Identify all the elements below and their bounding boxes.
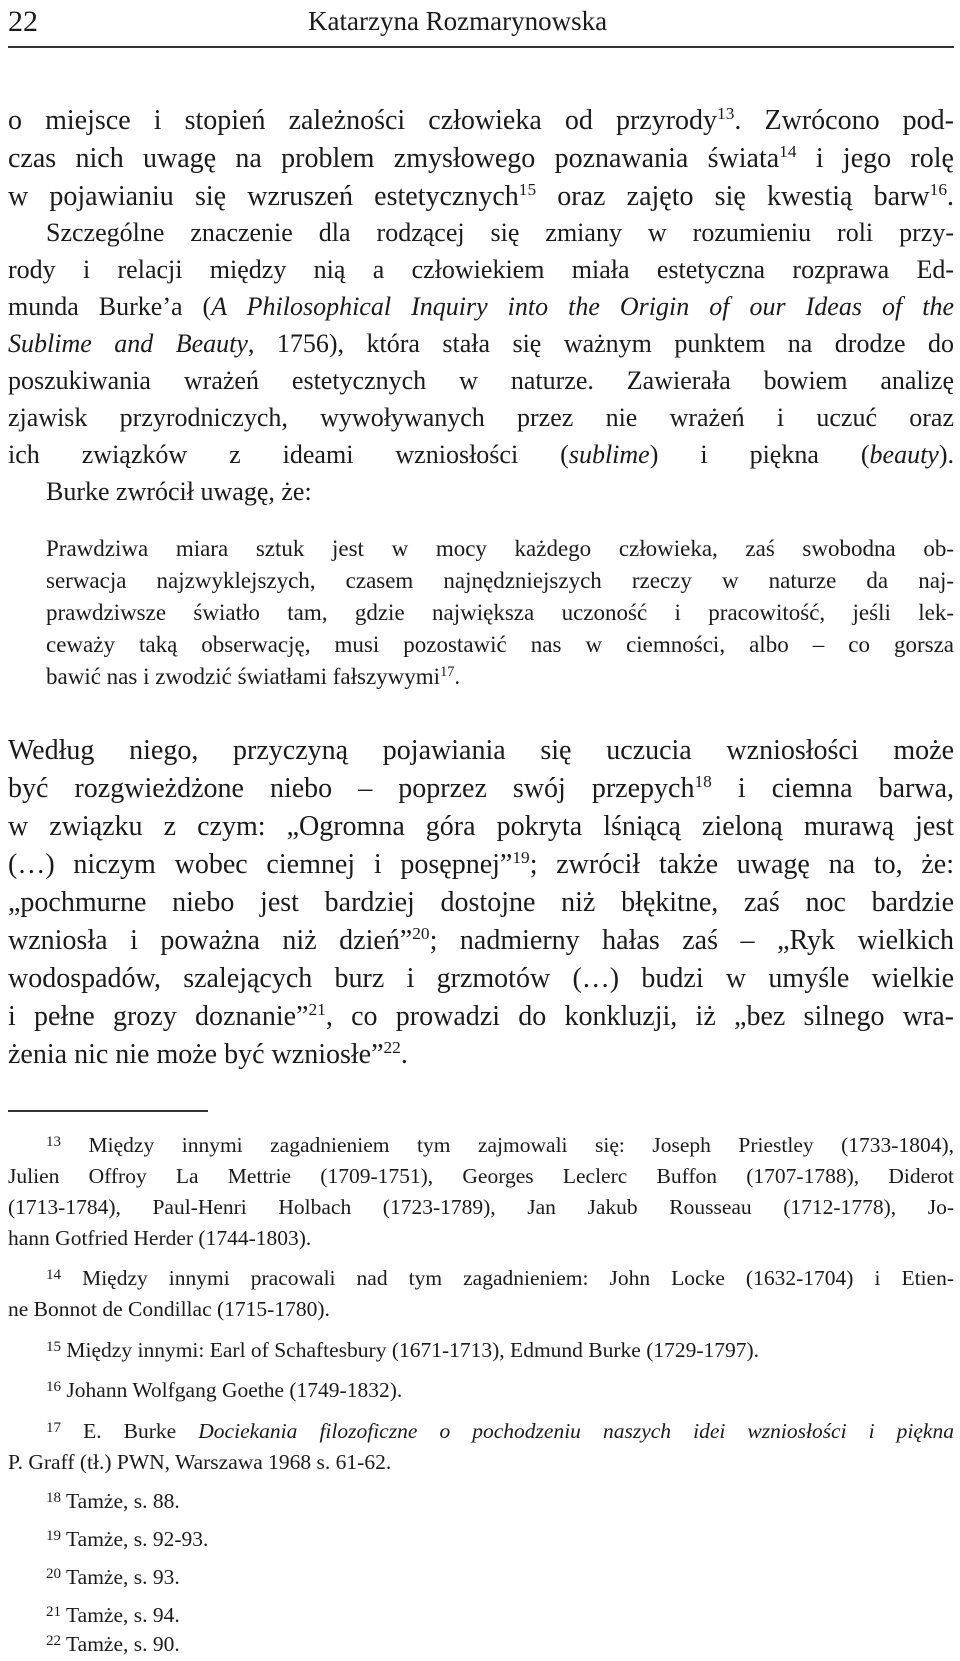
footnote-ref-15[interactable]: 15 [518, 180, 537, 200]
footnote-20: $^{20}$ Tamże, s. 93. [46, 1565, 180, 1589]
text-line: „pochmurne niebo jest bardziej dostojne niż błękitne, zaś noc bardzie [8, 887, 954, 918]
text-line: i pełne grozy doznanie”$^{21}$, co prowadzi do konkluzji, iż „bez silnego wra- [8, 1000, 955, 1032]
footnote-ref-14[interactable]: 14 [779, 142, 797, 162]
footnote-ref-16[interactable]: 16 [929, 180, 947, 200]
quote-line: prawdziwsze światło tam, gdzie największa uczoność i pracowitość, jeśli lek- [46, 600, 954, 625]
text-line: w związku z czym: „Ogromna góra pokryta lśniącą zieloną murawą jest [8, 811, 954, 842]
footnote-16: $^{16}$ Johann Wolfgang Goethe (1749-1832). [46, 1378, 403, 1402]
footnote-divider [8, 1110, 208, 1112]
text-line: być rozgwieżdżone niebo – poprzez swój przepych$^{18}$ i ciemna barwa, [8, 772, 954, 804]
footnote-13: $^{13}$ Między innymi zagadnieniem tym zajmowali się: Joseph Priestley (1733-1804), [46, 1133, 954, 1157]
footnote-line: Julien Offroy La Mettrie (1709-1751), Georges Leclerc Buffon (1707-1788), Diderot [8, 1164, 954, 1188]
footnote-15: $^{15}$ Między innymi: Earl of Schaftesbury (1671-1713), Edmund Burke (1729-1797). [46, 1338, 760, 1362]
quote-line: serwacja najzwyklejszych, czasem najnędzniejszych rzeczy w naturze da naj- [46, 568, 954, 593]
text-line: żenia nic nie może być wzniosłe”$^{22}$. [8, 1038, 408, 1070]
footnote-18: $^{18}$ Tamże, s. 88. [46, 1489, 180, 1513]
text-line: munda Burke’a (A Philosophical Inquiry into the Origin of our Ideas of the [8, 292, 954, 321]
text-line: poszukiwania wrażeń estetycznych w naturze. Zawierała bowiem analizę [8, 366, 954, 395]
text-line: czas nich uwagę na problem zmysłowego poznawania świata$^{14}$ i jego rolę [8, 142, 954, 174]
footnote-line: P. Graff (tł.) PWN, Warszawa 1968 s. 61-62. [8, 1450, 392, 1474]
footnote-19: $^{19}$ Tamże, s. 92-93. [46, 1527, 209, 1551]
footnote-21: $^{21}$ Tamże, s. 94. [46, 1603, 180, 1627]
quote-line: Prawdziwa miara sztuk jest w mocy każdego człowieka, zaś swobodna ob- [46, 536, 954, 561]
footnote-ref-20[interactable]: 20 [412, 924, 430, 944]
italic-title: A Philosophical Inquiry into the Origin of our Ideas of the [211, 292, 954, 321]
quote-line: ceważy taką obserwację, musi pozostawić nas w ciemności, albo – co gorsza [46, 632, 954, 657]
footnote-line: hann Gotfried Herder (1744-1803). [8, 1226, 312, 1250]
footnote-ref-22[interactable]: 22 [383, 1038, 401, 1058]
italic-title: Dociekania filozoficzne o pochodzeniu naszych idei wzniosłości i piękna [198, 1419, 954, 1443]
text-line: ich związków z ideami wzniosłości (sublime) i piękna (beauty). [8, 440, 955, 469]
quote-line: bawić nas i zwodzić światłami fałszywymi$^{17}$. [46, 664, 461, 689]
text-line: zjawisk przyrodniczych, wywoływanych przez nie wrażeń i uczuć oraz [8, 403, 954, 432]
footnote-17: $^{17}$ E. Burke Dociekania filozoficzne o pochodzeniu naszych idei wzniosłości i piękna [46, 1419, 954, 1443]
author-name: Katarzyna Rozmarynowska [308, 6, 608, 36]
header-divider [8, 46, 954, 48]
footnote-ref-19[interactable]: 19 [512, 848, 530, 868]
footnote-line: ne Bonnot de Condillac (1715-1780). [8, 1297, 330, 1321]
text-line: Według niego, przyczyną pojawiania się uczucia wzniosłości może [8, 735, 954, 766]
italic-title: Sublime and Beauty [8, 329, 248, 358]
footnote-ref-13[interactable]: 13 [717, 104, 735, 124]
footnote-ref-18[interactable]: 18 [694, 772, 712, 792]
footnote-ref-21[interactable]: 21 [308, 1000, 326, 1020]
footnote-line: (1713-1784), Paul-Henri Holbach (1723-1789), Jan Jakub Rousseau (1712-1778), Jo- [8, 1195, 954, 1219]
text-line: rody i relacji między nią a człowiekiem miała estetyczna rozprawa Ed- [8, 255, 954, 284]
text-line: Burke zwrócił uwagę, że: [46, 477, 312, 506]
text-line: wodospadów, szalejących burz i grzmotów (…) budzi w umyśle wielkie [8, 963, 954, 994]
text-line: wzniosła i poważna niż dzień”$^{20}$; nadmierny hałas zaś – „Ryk wielkich [8, 924, 954, 956]
text-line: (…) niczym wobec ciemnej i posępnej”$^{19}$; zwrócił także uwagę na to, że: [8, 848, 954, 880]
text-line: o miejsce i stopień zależności człowieka od przyrody$^{13}$. Zwrócono pod- [8, 104, 955, 136]
footnote-22: $^{22}$ Tamże, s. 90. [46, 1632, 180, 1656]
page-number: 22 [8, 5, 38, 38]
footnote-14: $^{14}$ Między innymi pracowali nad tym zagadnieniem: John Locke (1632-1704) i Etien- [46, 1266, 954, 1290]
text-line: Szczególne znaczenie dla rodzącej się zmiany w rozumieniu roli przy- [46, 218, 954, 247]
running-header [8, 2, 954, 44]
text-line: w pojawianiu się wzruszeń estetycznych$^{15}$ oraz zajęto się kwestią barw$^{16}$. [8, 180, 954, 212]
footnote-ref-17[interactable]: 17 [440, 664, 455, 681]
text-line: Sublime and Beauty, 1756), która stała się ważnym punktem na drodze do [8, 329, 955, 358]
